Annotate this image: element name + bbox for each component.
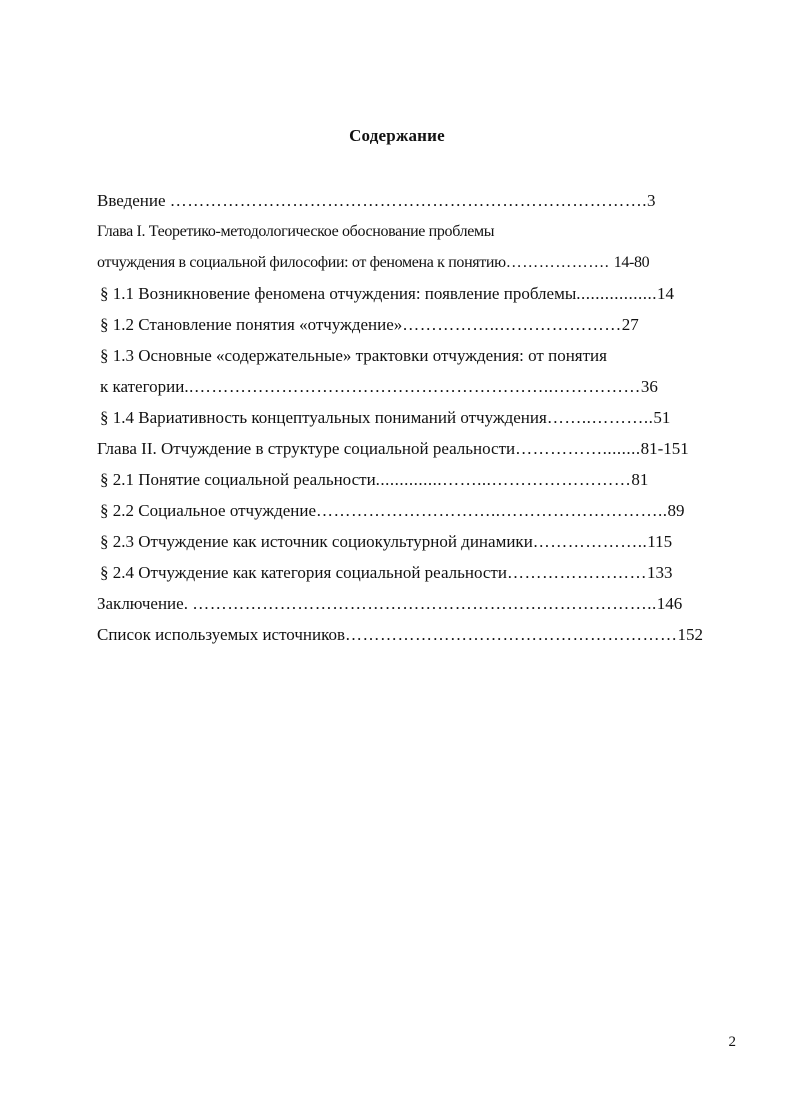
toc-entry-section-1-1[interactable] [97,281,737,312]
toc-entry-chapter-1-line-2[interactable] [97,250,737,281]
toc-leader-dots: …………………………..……………………….. [316,501,668,520]
toc-page-number: 146 [656,594,683,613]
toc-entry-introduction[interactable] [97,188,737,219]
toc-entry-section-1-3-line-1[interactable] [97,343,737,374]
toc-page-number: 3 [647,191,656,210]
toc-entry-references[interactable] [97,622,737,653]
toc-entry-text: § 1.3 Основные «содержательные» трактовки отчуждения: от понятия [100,346,607,365]
toc-entry-text: § 2.2 Социальное отчуждение [100,501,317,520]
toc-page-number: 14 [657,284,675,303]
toc-entry-text: Глава II. Отчуждение в структуре социальной реальности [97,439,516,458]
toc-page-number: 81 [631,470,649,489]
toc-leader-dots: …………………… [506,563,647,582]
toc-entry-section-1-3-line-2[interactable] [97,374,737,405]
toc-leader-dots: ……………….. [532,532,648,551]
toc-leader-dots: ……..……….. [546,408,654,427]
toc-entry-chapter-1-line-1[interactable] [97,219,737,250]
toc-page-number: 152 [677,625,704,644]
toc-leader-dots: …………………………………………………………………….. [192,594,657,613]
toc-page-number: 14-80 [613,254,650,271]
toc-entry-text: § 2.4 Отчуждение как категория социальной реальности [100,563,507,582]
toc-leader-dots: ……………..………………… [402,315,622,334]
toc-entry-conclusion[interactable] [97,591,737,622]
toc-entry-text: § 2.3 Отчуждение как источник социокультурной динамики [100,532,533,551]
toc-entry-text: Глава I. Теоретико-методологическое обоснование проблемы [97,223,495,240]
toc-entry-section-2-3[interactable] [97,529,737,560]
toc-entry-text: § 1.4 Вариативность концептуальных пониманий отчуждения [100,408,547,427]
toc-entry-text: отчуждения в социальной философии: от феномена к понятию [97,254,506,271]
toc-entry-text: Заключение. [97,594,193,613]
toc-leader-dots: ..............……...…………………… [375,470,632,489]
toc-leader-dots: ………………………………………………………………………. [169,191,648,210]
toc-leader-dots: ……………........ [515,439,641,458]
toc-page-number: 51 [653,408,671,427]
toc-page-number: 89 [667,501,685,520]
toc-page-number: 115 [647,532,673,551]
toc-entry-section-1-4[interactable] [97,405,737,436]
toc-leader-dots: ................. [576,284,658,303]
toc-entry-chapter-2[interactable] [97,436,737,467]
toc-leader-dots: ..……………………………………………………..…………… [184,377,641,396]
toc-entry-text: Список используемых источников [97,625,346,644]
toc-entry-text: § 2.1 Понятие социальной реальности [100,470,376,489]
toc-entry-text: к категории [100,377,185,396]
toc-leader-dots: ………………. [505,254,614,271]
toc-entry-text: § 1.2 Становление понятия «отчуждение» [100,315,403,334]
toc-page-number: 81-151 [640,439,689,458]
toc-leader-dots: ………………………………………………… [345,625,678,644]
toc-entry-section-2-4[interactable] [97,560,737,591]
page-number: 2 [728,1034,736,1050]
toc-entry-section-2-1[interactable] [97,467,737,498]
table-of-contents [97,188,737,653]
toc-entry-section-2-2[interactable] [97,498,737,529]
toc-page-number: 133 [646,563,673,582]
toc-page-number: 27 [621,315,639,334]
toc-entry-text: § 1.1 Возникновение феномена отчуждения: появление проблемы [100,284,577,303]
toc-page-number: 36 [640,377,658,396]
toc-entry-section-1-2[interactable] [97,312,737,343]
toc-entry-text: Введение [97,191,170,210]
toc-title: Содержание [349,126,445,145]
